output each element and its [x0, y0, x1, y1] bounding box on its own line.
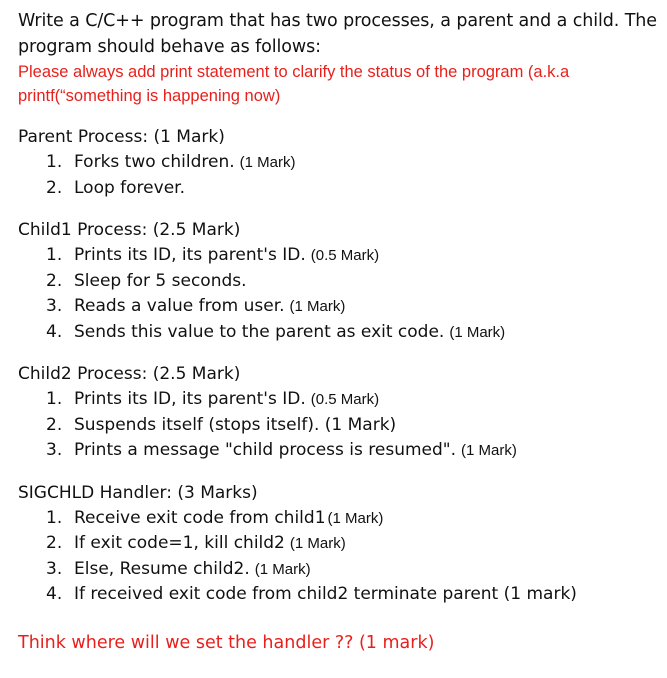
item-text: Sends this value to the parent as exit code. [74, 321, 445, 342]
child2-process-list [18, 387, 663, 464]
parent-process-section [18, 124, 663, 201]
item-text: Prints its ID, its parent's ID. [74, 245, 306, 265]
item-marks: (0.5 Mark) [310, 247, 380, 264]
child1-process-section [18, 217, 663, 345]
item-number: 1. [46, 389, 63, 409]
list-item [46, 294, 663, 320]
item-text: Prints its ID, its parent's ID. [74, 389, 306, 409]
intro-paragraph: Write a C/C++ program that has two processes, a parent and a child. The program should behave as follows: [18, 11, 657, 57]
child1-process-list [18, 243, 663, 345]
item-number: 4. [46, 321, 63, 342]
item-text: Reads a value from user. [74, 296, 285, 316]
list-item [46, 150, 663, 176]
sigchld-handler-section [18, 480, 663, 608]
assignment-document [18, 8, 663, 608]
item-text: Suspends itself (stops itself). (1 Mark) [74, 414, 397, 435]
item-number: 1. [46, 507, 63, 528]
closing-question: Think where will we set the handler ?? (1 mark) [18, 633, 435, 653]
item-marks: (1 Mark) [461, 442, 517, 459]
list-item [46, 557, 663, 583]
item-number: 3. [46, 296, 63, 316]
list-item [46, 387, 663, 413]
section-title: Child1 Process: (2.5 Mark) [18, 220, 241, 240]
item-text: Loop forever. [74, 177, 185, 198]
item-number: 2. [46, 177, 63, 198]
section-title: SIGCHLD Handler: (3 Marks) [18, 482, 258, 503]
item-number: 3. [46, 558, 63, 579]
item-number: 2. [46, 270, 63, 291]
list-item [46, 269, 663, 295]
item-marks: (1 Mark) [289, 298, 346, 315]
parent-process-list [18, 150, 663, 201]
item-text: Forks two children. [74, 152, 235, 172]
item-number: 3. [46, 440, 63, 460]
item-number: 1. [46, 245, 63, 265]
item-text: If received exit code from child2 terminate parent (1 mark) [74, 584, 577, 604]
item-marks: (1 Mark) [254, 560, 311, 578]
section-title: Parent Process: (1 Mark) [18, 127, 225, 147]
item-marks: (1 Mark) [239, 154, 296, 171]
item-marks: (1 Mark) [449, 323, 506, 341]
list-item [46, 176, 663, 202]
child2-process-section [18, 361, 663, 464]
item-text: Receive exit code from child1 [74, 507, 326, 528]
item-number: 4. [46, 584, 63, 604]
item-number: 1. [46, 152, 63, 172]
item-marks: (0.5 Mark) [310, 391, 380, 408]
print-statement-note: Please always add print statement to clarify the status of the program (a.k.a printf(“something is happening now) [18, 63, 570, 105]
list-item [46, 506, 663, 532]
item-number: 2. [46, 414, 63, 435]
item-text: Sleep for 5 seconds. [74, 270, 247, 291]
list-item [46, 438, 663, 464]
item-text: Else, Resume child2. [74, 558, 250, 579]
item-text: If exit code=1, kill child2 [74, 533, 285, 553]
list-item [46, 413, 663, 439]
item-number: 2. [46, 533, 63, 553]
item-text: Prints a message "child process is resumed". [74, 440, 457, 460]
item-marks: (1 Mark) [327, 509, 384, 527]
section-title: Child2 Process: (2.5 Mark) [18, 364, 241, 384]
list-item [46, 531, 663, 557]
list-item [46, 582, 663, 608]
list-item [46, 320, 663, 346]
list-item [46, 243, 663, 269]
item-marks: (1 Mark) [289, 535, 346, 552]
sigchld-handler-list [18, 506, 663, 608]
